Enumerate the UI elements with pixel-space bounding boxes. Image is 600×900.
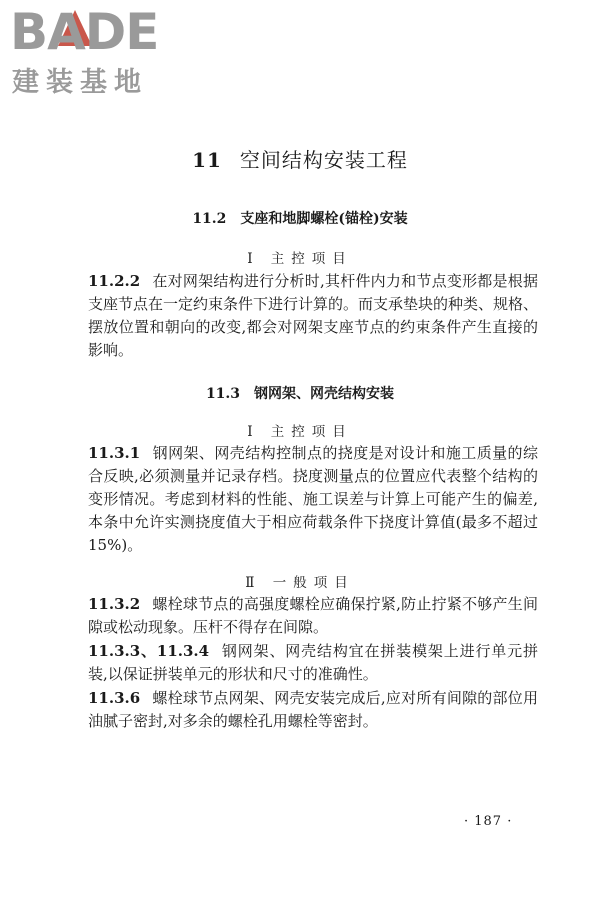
section-number: 11.2 bbox=[192, 211, 227, 227]
clause-number: 11.2.2 bbox=[88, 272, 141, 290]
subheading-main-control: Ⅰ 主控项目 bbox=[247, 424, 353, 440]
section-title: 支座和地脚螺栓(锚栓)安装 bbox=[240, 211, 408, 227]
clause-number: 11.3.1 bbox=[88, 444, 141, 462]
clause-text: 螺栓球节点的高强度螺栓应确保拧紧,防止拧紧不够产生间隙或松动现象。压杆不得存在间隙。 bbox=[88, 595, 538, 636]
clause-text: 钢网架、网壳结构宜在拼装模架上进行单元拼装,以保证拼装单元的形状和尺寸的准确性。 bbox=[88, 642, 538, 683]
chapter-title: 空间结构安装工程 bbox=[239, 148, 408, 172]
chapter-heading bbox=[0, 144, 600, 173]
clause-text: 在对网架结构进行分析时,其杆件内力和节点变形都是根据支座节点在一定约束条件下进行计算的。而支承垫块的种类、规格、摆放位置和朝向的改变,都会对网架支座节点的约束条件产生直接的影响。 bbox=[88, 272, 539, 359]
clause-paragraph bbox=[88, 593, 538, 639]
subheading-main-control: Ⅰ 主控项目 bbox=[247, 251, 353, 267]
clause-number: 11.3.6 bbox=[88, 689, 141, 707]
section-heading bbox=[0, 383, 600, 403]
page-number: · 187 · bbox=[464, 814, 513, 829]
subheading-general: Ⅱ 一般项目 bbox=[245, 575, 355, 591]
clause-paragraph bbox=[88, 270, 538, 362]
clause-number: 11.3.2 bbox=[88, 595, 141, 613]
logo-subtitle: 建装基地 bbox=[12, 67, 148, 98]
clause-paragraph bbox=[88, 640, 538, 686]
logo-wordmark: BADE bbox=[10, 3, 159, 61]
clause-text: 钢网架、网壳结构控制点的挠度是对设计和施工质量的综合反映,必须测量并记录存档。挠度测量点的位置应代表整个结构的变形情况。考虑到材料的性能、施工误差与计算上可能产生的偏差,本条中允许实测挠度值大于相应荷载条件下挠度计算值(最多不超过15%)。 bbox=[88, 444, 538, 554]
section-number: 11.3 bbox=[205, 386, 241, 402]
section-heading bbox=[0, 208, 600, 228]
clause-text: 螺栓球节点网架、网壳安装完成后,应对所有间隙的部位用油腻子密封,对多余的螺栓孔用螺栓等密封。 bbox=[88, 689, 538, 730]
bade-logo bbox=[6, 4, 176, 100]
chapter-number: 11 bbox=[192, 148, 222, 172]
clause-paragraph bbox=[88, 687, 538, 733]
clause-number: 11.3.3、11.3.4 bbox=[88, 642, 210, 660]
section-title: 钢网架、网壳结构安装 bbox=[254, 386, 395, 402]
clause-paragraph bbox=[88, 442, 538, 557]
